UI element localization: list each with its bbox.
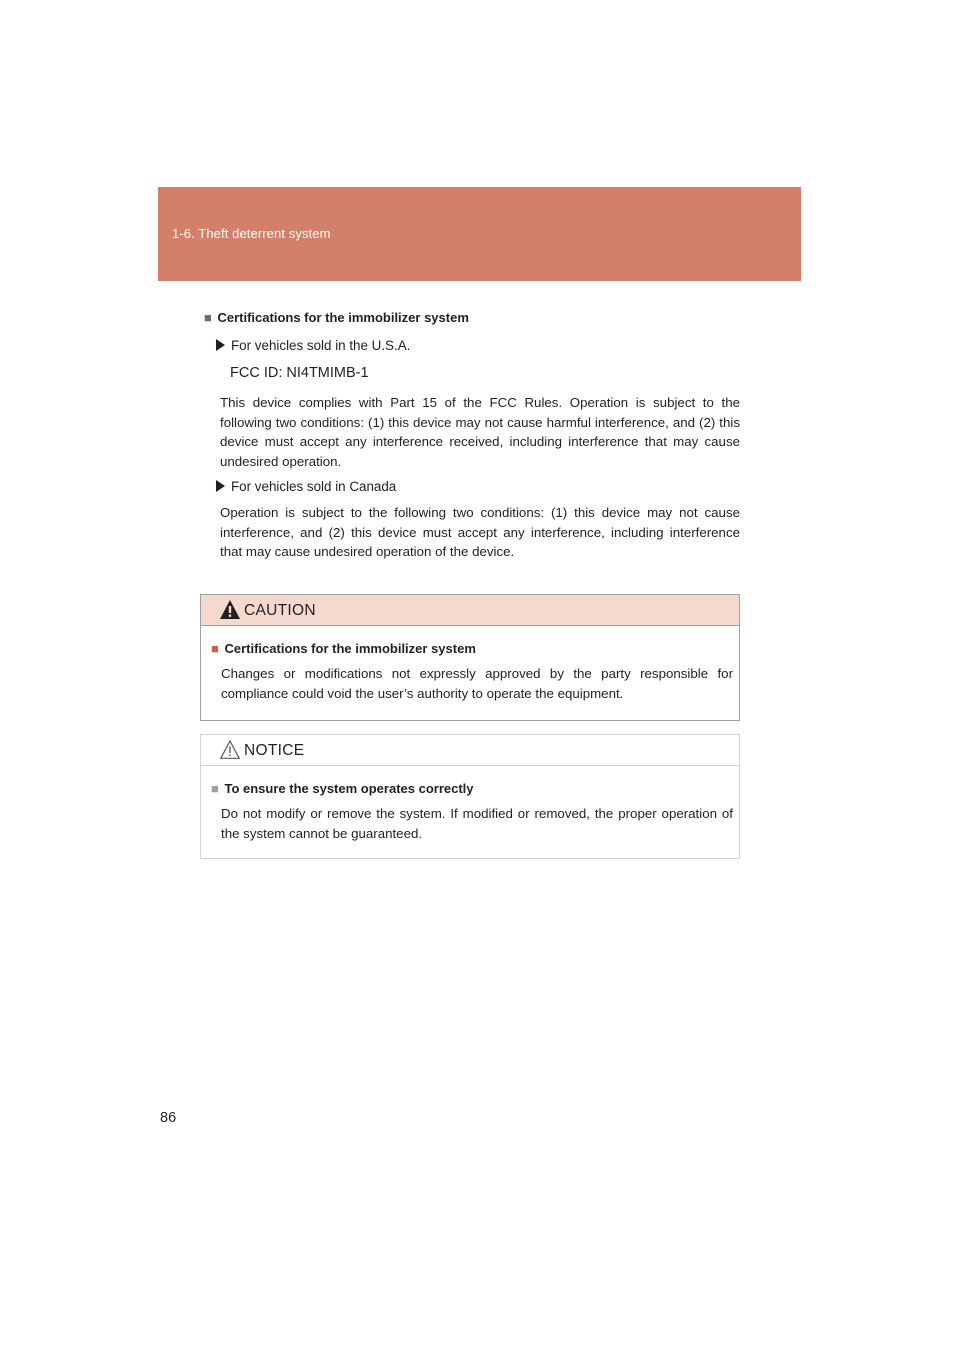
notice-heading-text: To ensure the system operates correctly [224,781,474,796]
canada-paragraph: Operation is subject to the following two conditions: (1) this device may not cause interference, and (2) this device must accept any interference, including interference that may cause undesired operation of the device. [220,505,740,559]
immobilizer-heading [204,308,740,328]
caution-title: CAUTION [244,602,316,619]
notice-title: NOTICE [244,742,305,759]
heading-text: Certifications for the immobilizer system [217,310,469,325]
notice-text: Do not modify or remove the system. If modified or removed, the proper operation of the system cannot be guaranteed. [221,806,733,841]
canada-bullet [216,477,740,497]
caution-header [201,595,739,626]
warning-outline-icon [220,740,240,759]
main-content [204,308,740,568]
usa-bullet [216,336,740,356]
triangle-bullet-icon [216,339,225,351]
usa-label: For vehicles sold in the U.S.A. [231,338,411,353]
canada-label: For vehicles sold in Canada [231,479,397,494]
caution-body [201,626,739,704]
section-title: 1-6. Theft deterrent system [172,226,331,241]
triangle-bullet-icon [216,480,225,492]
caution-text: Changes or modifications not expressly approved by the party responsible for compliance could void the user’s authority to operate the equipment. [221,666,733,701]
notice-header [201,735,739,766]
caution-heading [211,639,733,659]
warning-triangle-icon [220,600,240,619]
usa-paragraph: This device complies with Part 15 of the FCC Rules. Operation is subject to the following two conditions: (1) this device may not cause harmful interference, and (2) this device must accept any interference received, including interference that may cause undesired operation. [220,395,740,469]
caution-heading-text: Certifications for the immobilizer system [224,641,476,656]
notice-heading [211,779,733,799]
heading-marker: ■ [204,310,212,325]
page-number: 86 [160,1110,177,1126]
caution-box [200,594,740,721]
fcc-id: FCC ID: NI4TMIMB-1 [230,365,369,381]
caution-marker: ■ [211,641,219,656]
notice-marker: ■ [211,781,219,796]
notice-body [201,766,739,844]
notice-box [200,734,740,859]
